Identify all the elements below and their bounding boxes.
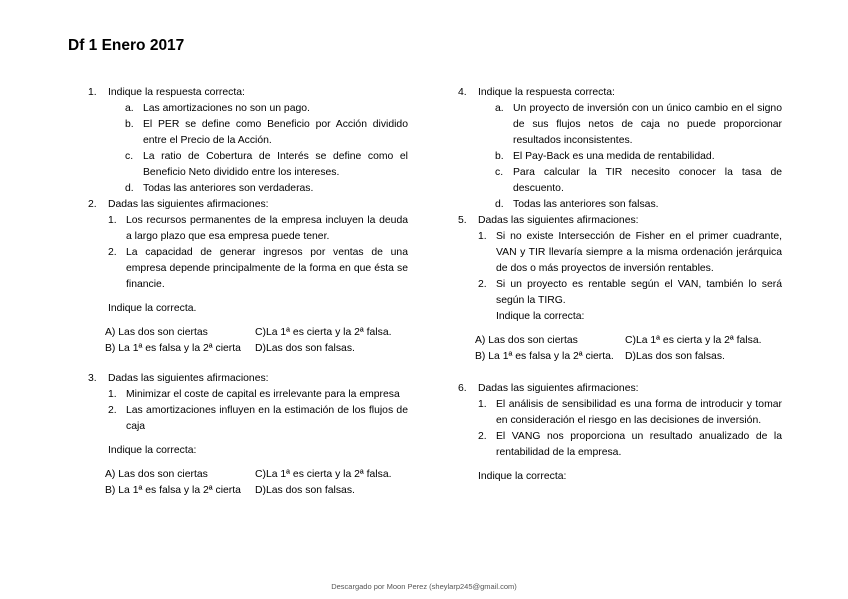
statement-list [458, 229, 782, 309]
item-text: La capacidad de generar ingresos por ventas de una empresa depende principalmente de la forma en que ésta se financie. [126, 247, 408, 290]
item-marker: a. [495, 103, 504, 114]
option-d: D)Las dos son falsas. [255, 485, 355, 496]
item-marker: 1. [478, 399, 487, 410]
option-a: A) Las dos son ciertas [475, 335, 578, 346]
item-text: Las amortizaciones influyen en la estimación de los flujos de caja [126, 405, 408, 432]
statement-list [458, 397, 782, 461]
instruction: Indique la correcta. [108, 303, 197, 314]
item-text: Un proyecto de inversión con un único cambio en el signo de sus flujos netos de caja no puede proporcionar resultados inconsistentes. [513, 103, 782, 146]
instruction: Indique la correcta: [478, 471, 567, 482]
item-text: El VANG nos proporciona un resultado anualizado de la rentabilidad de la empresa. [496, 431, 782, 458]
item-marker: b. [125, 119, 134, 130]
item-marker: 1. [108, 389, 117, 400]
answer-list [88, 101, 408, 197]
list-item [88, 245, 408, 293]
option-b: B) La 1ª es falsa y la 2ª cierta [105, 343, 241, 354]
question-number: 3. [88, 373, 97, 384]
statement-list [88, 387, 408, 435]
item-text: Minimizar el coste de capital es irrelevante para la empresa [126, 389, 400, 400]
item-marker: c. [495, 167, 504, 178]
item-marker: 1. [108, 215, 117, 226]
instruction: Indique la correcta: [108, 445, 197, 456]
item-text: Los recursos permanentes de la empresa incluyen la deuda a largo plazo que esa empresa puede tener. [126, 215, 408, 242]
option-c: C)La 1ª es cierta y la 2ª falsa. [255, 327, 392, 338]
document-title: Df 1 Enero 2017 [68, 37, 185, 54]
option-d: D)Las dos son falsas. [255, 343, 355, 354]
question-2 [88, 197, 408, 213]
list-item [475, 165, 782, 197]
question-text: Indique la respuesta correcta: [108, 87, 245, 98]
option-b: B) La 1ª es falsa y la 2ª cierta [105, 485, 241, 496]
question-number: 5. [458, 215, 467, 226]
list-item [105, 101, 408, 117]
item-marker: 2. [478, 279, 487, 290]
question-5 [458, 213, 782, 229]
option-a: A) Las dos son ciertas [105, 327, 208, 338]
question-number: 2. [88, 199, 97, 210]
list-item [475, 149, 782, 165]
option-a: A) Las dos son ciertas [105, 469, 208, 480]
question-text: Dadas las siguientes afirmaciones: [108, 199, 269, 210]
item-text: Si un proyecto es rentable según el VAN, también lo será según la TIRG. [496, 279, 782, 306]
item-text: La ratio de Cobertura de Interés se define como el Beneficio Neto dividido entre los intereses. [143, 151, 408, 178]
question-number: 1. [88, 87, 97, 98]
list-item [475, 101, 782, 149]
question-text: Dadas las siguientes afirmaciones: [108, 373, 269, 384]
list-item [458, 229, 782, 277]
item-marker: a. [125, 103, 134, 114]
list-item [458, 429, 782, 461]
list-item [105, 117, 408, 149]
option-d: D)Las dos son falsas. [625, 351, 725, 362]
left-column [88, 85, 408, 499]
item-text: Las amortizaciones no son un pago. [143, 103, 310, 114]
list-item [88, 213, 408, 245]
question-number: 6. [458, 383, 467, 394]
list-item [475, 197, 782, 213]
item-marker: 2. [478, 431, 487, 442]
item-text: Todas las anteriores son falsas. [513, 199, 659, 210]
question-6 [458, 381, 782, 397]
option-c: C)La 1ª es cierta y la 2ª falsa. [625, 335, 762, 346]
item-text: Si no existe Intersección de Fisher en el primer cuadrante, VAN y TIR llevaría siempre a la misma ordenación jerárquica de dos o más proyectos de inversión rentables. [496, 231, 782, 274]
list-item [105, 181, 408, 197]
question-text: Dadas las siguientes afirmaciones: [478, 215, 639, 226]
item-marker: 2. [108, 247, 117, 258]
download-footer: Descargado por Moon Perez (sheylarp245@gmail.com) [331, 582, 517, 591]
options-grid [475, 333, 782, 365]
item-marker: 2. [108, 405, 117, 416]
item-marker: c. [125, 151, 134, 162]
options-grid [105, 467, 408, 499]
option-c: C)La 1ª es cierta y la 2ª falsa. [255, 469, 392, 480]
question-text: Indique la respuesta correcta: [478, 87, 615, 98]
question-number: 4. [458, 87, 467, 98]
option-b: B) La 1ª es falsa y la 2ª cierta. [475, 351, 614, 362]
item-marker: d. [495, 199, 504, 210]
question-4 [458, 85, 782, 101]
item-text: Para calcular la TIR necesito conocer la tasa de descuento. [513, 167, 782, 194]
question-1 [88, 85, 408, 101]
list-item [88, 387, 408, 403]
item-text: Todas las anteriores son verdaderas. [143, 183, 314, 194]
instruction: Indique la correcta: [496, 311, 585, 322]
answer-list [458, 101, 782, 213]
list-item [88, 403, 408, 435]
item-marker: d. [125, 183, 134, 194]
item-text: El análisis de sensibilidad es una forma de introducir y tomar en consideración el riesgo en las decisiones de inversión. [496, 399, 782, 426]
list-item [458, 277, 782, 309]
statement-list [88, 213, 408, 293]
item-text: El PER se define como Beneficio por Acción dividido entre el Precio de la Acción. [143, 119, 408, 146]
question-3 [88, 371, 408, 387]
item-marker: 1. [478, 231, 487, 242]
item-text: El Pay-Back es una medida de rentabilidad. [513, 151, 715, 162]
options-grid [105, 325, 408, 357]
list-item [105, 149, 408, 181]
list-item [458, 397, 782, 429]
question-text: Dadas las siguientes afirmaciones: [478, 383, 639, 394]
item-marker: b. [495, 151, 504, 162]
right-column [458, 85, 782, 485]
